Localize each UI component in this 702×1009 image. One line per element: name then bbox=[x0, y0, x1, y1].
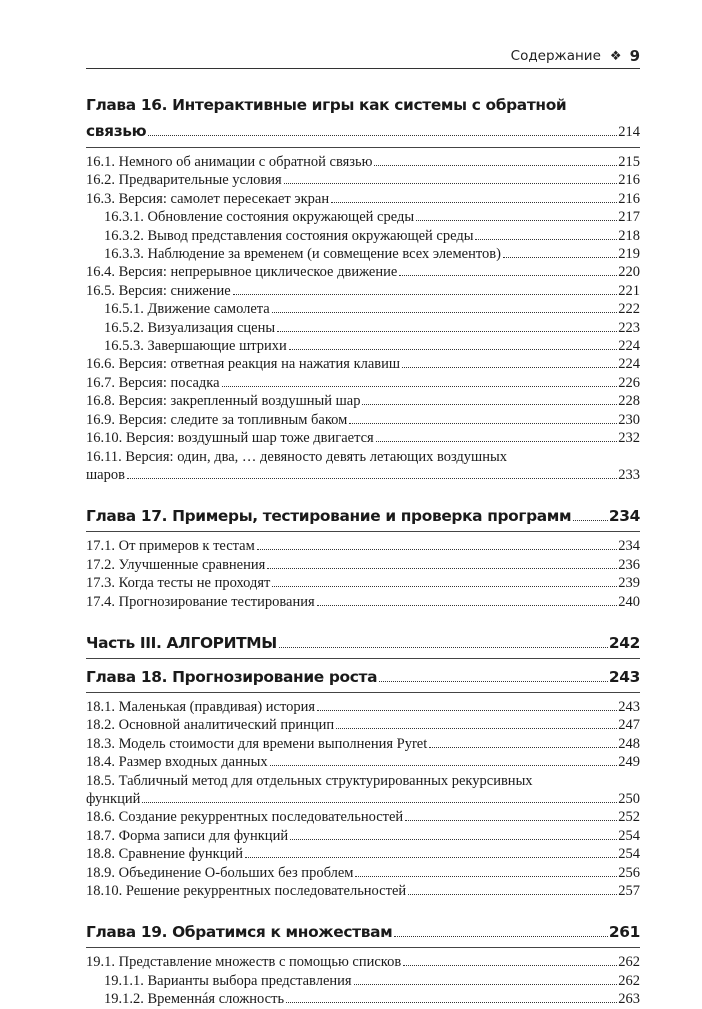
entry-title: 18.7. Форма записи для функций bbox=[86, 827, 289, 844]
chapter-18-heading[interactable] bbox=[86, 664, 640, 693]
header-page-number: 9 bbox=[629, 47, 640, 65]
toc-entry-16-5[interactable] bbox=[86, 282, 640, 300]
toc-entry-16-3[interactable] bbox=[86, 190, 640, 208]
entry-title: 16.3.2. Вывод представления состояния окружающей среды bbox=[104, 227, 474, 244]
toc-entry-16-5-2[interactable] bbox=[86, 319, 640, 337]
toc-entry-16-4[interactable] bbox=[86, 263, 640, 281]
dot-leader bbox=[573, 520, 608, 521]
entry-page: 232 bbox=[618, 430, 640, 447]
entry-title: 16.7. Версия: посадка bbox=[86, 374, 220, 391]
entry-page: 236 bbox=[618, 556, 640, 573]
dot-leader bbox=[399, 275, 617, 276]
entry-title: 19.1. Представление множеств с помощью списков bbox=[86, 954, 402, 971]
entry-page: 257 bbox=[618, 883, 640, 899]
chapter-page: 243 bbox=[608, 667, 640, 686]
toc-entry-16-6[interactable] bbox=[86, 355, 640, 373]
entry-title: 17.2. Улучшенные сравнения bbox=[86, 556, 266, 573]
entry-title: 16.5. Версия: снижение bbox=[86, 282, 231, 299]
dot-leader bbox=[503, 257, 617, 258]
entry-page: 262 bbox=[618, 972, 640, 989]
chapter-page: 261 bbox=[608, 923, 640, 942]
entry-page: 234 bbox=[618, 538, 640, 555]
entry-page: 239 bbox=[618, 575, 640, 592]
entry-page: 228 bbox=[618, 393, 640, 410]
chapter-title-line2: связью bbox=[86, 122, 147, 140]
entry-page: 220 bbox=[618, 264, 640, 281]
toc-entry-19-1[interactable] bbox=[86, 953, 640, 971]
dot-leader bbox=[475, 239, 617, 240]
entry-page: 219 bbox=[618, 246, 640, 263]
entry-title: 18.4. Размер входных данных bbox=[86, 754, 268, 771]
entry-title: 16.5.2. Визуализация сцены bbox=[104, 319, 276, 336]
entry-title: 16.5.1. Движение самолета bbox=[104, 301, 270, 318]
dot-leader bbox=[267, 568, 617, 569]
toc-entry-18-7[interactable] bbox=[86, 827, 640, 845]
toc-entry-16-2[interactable] bbox=[86, 171, 640, 189]
dot-leader bbox=[317, 605, 618, 606]
dot-leader bbox=[277, 331, 617, 332]
toc-entry-18-10[interactable] bbox=[86, 882, 640, 900]
entry-title: 16.9. Версия: следите за топливным баком bbox=[86, 411, 348, 428]
dot-leader bbox=[233, 294, 618, 295]
toc-entry-16-7[interactable] bbox=[86, 374, 640, 392]
entry-page: 233 bbox=[618, 466, 640, 483]
toc-entry-19-1-2[interactable] bbox=[86, 990, 640, 1008]
fleuron-icon: ❖ bbox=[609, 48, 622, 64]
entry-page: 216 bbox=[618, 190, 640, 207]
part-3-heading[interactable] bbox=[86, 630, 640, 659]
dot-leader bbox=[245, 857, 617, 858]
dot-leader bbox=[142, 802, 617, 803]
entry-page: 222 bbox=[618, 301, 640, 318]
toc-entry-18-6[interactable] bbox=[86, 808, 640, 826]
entry-title: 18.6. Создание рекуррентных последовательностей bbox=[86, 809, 404, 826]
toc-entry-16-11[interactable] bbox=[86, 448, 640, 485]
toc-entry-18-2[interactable] bbox=[86, 716, 640, 734]
entry-title: 16.4. Версия: непрерывное циклическое движение bbox=[86, 264, 398, 281]
toc-entry-18-8[interactable] bbox=[86, 845, 640, 863]
dot-leader bbox=[290, 839, 617, 840]
entry-page: 254 bbox=[618, 846, 640, 863]
toc-entry-16-3-3[interactable] bbox=[86, 245, 640, 263]
chapter-title: Глава 19. Обратимся к множествам bbox=[86, 923, 393, 942]
chapter-17-heading[interactable] bbox=[86, 503, 640, 532]
dot-leader bbox=[408, 894, 617, 895]
toc-entry-17-2[interactable] bbox=[86, 556, 640, 574]
entry-page: 262 bbox=[618, 954, 640, 971]
entry-page: 256 bbox=[618, 864, 640, 881]
toc-entry-16-3-2[interactable] bbox=[86, 227, 640, 245]
entry-title-line1: 18.5. Табличный метод для отдельных структурированных рекурсивных bbox=[86, 772, 533, 789]
toc-entry-17-3[interactable] bbox=[86, 574, 640, 592]
dot-leader bbox=[289, 349, 617, 350]
entry-title: 18.2. Основной аналитический принцип bbox=[86, 717, 335, 734]
chapter-title: Глава 17. Примеры, тестирование и проверка программ bbox=[86, 507, 572, 526]
entry-title: 19.1.2. Временнáя сложность bbox=[104, 991, 285, 1008]
entry-title: 18.1. Маленькая (правдивая) история bbox=[86, 698, 316, 715]
entry-page: 252 bbox=[618, 809, 640, 826]
dot-leader bbox=[394, 936, 608, 937]
dot-leader bbox=[336, 728, 617, 729]
table-of-contents bbox=[86, 92, 640, 1009]
entry-page: 221 bbox=[618, 282, 640, 299]
entry-title-line1: 16.11. Версия: один, два, … девяносто девять летающих воздушных bbox=[86, 448, 507, 465]
dot-leader bbox=[362, 404, 617, 405]
toc-entry-16-1[interactable] bbox=[86, 153, 640, 171]
entry-title: 17.3. Когда тесты не проходят bbox=[86, 575, 271, 592]
chapter-title-line1: Глава 16. Интерактивные игры как системы с обратной bbox=[86, 96, 567, 114]
part-page: 242 bbox=[608, 633, 640, 652]
entry-title: 16.3.3. Наблюдение за временем (и совмещение всех элементов) bbox=[104, 246, 501, 263]
entry-page: 250 bbox=[618, 790, 640, 807]
entry-title: 18.8. Сравнение функций bbox=[86, 846, 243, 863]
chapter-title: Глава 18. Прогнозирование роста bbox=[86, 667, 378, 686]
dot-leader bbox=[379, 681, 608, 682]
toc-entry-18-9[interactable] bbox=[86, 864, 640, 882]
dot-leader bbox=[317, 710, 617, 711]
entry-title: 17.1. От примеров к тестам bbox=[86, 538, 255, 555]
entry-page: 248 bbox=[618, 735, 640, 752]
entry-page: 215 bbox=[618, 154, 640, 170]
entry-title: 18.9. Объединение O-больших без проблем bbox=[86, 864, 354, 881]
entry-page: 224 bbox=[618, 356, 640, 373]
entry-title: 16.8. Версия: закрепленный воздушный шар bbox=[86, 393, 361, 410]
dot-leader bbox=[405, 820, 617, 821]
chapter-16-heading[interactable] bbox=[86, 92, 640, 148]
dot-leader bbox=[331, 202, 617, 203]
dot-leader bbox=[127, 478, 617, 479]
dot-leader bbox=[148, 135, 617, 136]
toc-entry-17-1[interactable] bbox=[86, 537, 640, 555]
entry-page: 218 bbox=[618, 227, 640, 244]
dot-leader bbox=[355, 876, 617, 877]
entry-page: 230 bbox=[618, 411, 640, 428]
toc-entry-16-8[interactable] bbox=[86, 392, 640, 410]
toc-entry-19-1-1[interactable] bbox=[86, 972, 640, 990]
entry-title: 19.1.1. Варианты выбора представления bbox=[104, 972, 352, 989]
dot-leader bbox=[272, 312, 618, 313]
dot-leader bbox=[272, 586, 617, 587]
dot-leader bbox=[416, 220, 617, 221]
dot-leader bbox=[374, 165, 617, 166]
dot-leader bbox=[429, 747, 617, 748]
chapter-page: 214 bbox=[618, 124, 640, 140]
entry-title: 18.3. Модель стоимости для времени выполнения Pyret bbox=[86, 735, 428, 752]
entry-page: 254 bbox=[618, 827, 640, 844]
entry-page: 223 bbox=[618, 319, 640, 336]
entry-page: 224 bbox=[618, 338, 640, 355]
entry-title: 18.10. Решение рекуррентных последовательностей bbox=[86, 883, 407, 899]
entry-page: 247 bbox=[618, 717, 640, 734]
dot-leader bbox=[279, 647, 608, 648]
toc-entry-16-3-1[interactable] bbox=[86, 208, 640, 226]
dot-leader bbox=[257, 549, 617, 550]
entry-page: 216 bbox=[618, 172, 640, 189]
toc-entry-16-9[interactable] bbox=[86, 411, 640, 429]
chapter-page: 234 bbox=[608, 507, 640, 526]
dot-leader bbox=[402, 367, 617, 368]
entry-page: 263 bbox=[618, 991, 640, 1008]
chapter-19-heading[interactable] bbox=[86, 919, 640, 948]
entry-title: 16.3. Версия: самолет пересекает экран bbox=[86, 190, 330, 207]
entry-title: 17.4. Прогнозирование тестирования bbox=[86, 593, 315, 610]
entry-title-line2: шаров bbox=[86, 466, 125, 483]
entry-page: 240 bbox=[618, 593, 640, 610]
dot-leader bbox=[376, 441, 618, 442]
toc-entry-18-3[interactable] bbox=[86, 735, 640, 753]
header-section-title: Содержание bbox=[510, 48, 601, 64]
entry-page: 217 bbox=[618, 209, 640, 226]
dot-leader bbox=[284, 183, 618, 184]
dot-leader bbox=[349, 423, 617, 424]
toc-entry-16-10[interactable] bbox=[86, 429, 640, 447]
dot-leader bbox=[354, 984, 618, 985]
toc-entry-18-4[interactable] bbox=[86, 753, 640, 771]
toc-entry-16-5-3[interactable] bbox=[86, 337, 640, 355]
entry-title: 16.6. Версия: ответная реакция на нажатия клавиш bbox=[86, 356, 401, 373]
dot-leader bbox=[403, 965, 617, 966]
entry-title: 16.1. Немного об анимации с обратной связью bbox=[86, 154, 373, 170]
entry-page: 243 bbox=[618, 698, 640, 715]
toc-entry-18-5[interactable] bbox=[86, 772, 640, 809]
toc-entry-16-5-1[interactable] bbox=[86, 300, 640, 318]
running-header bbox=[86, 45, 640, 67]
part-title: Часть III. АЛГОРИТМЫ bbox=[86, 633, 277, 652]
dot-leader bbox=[286, 1002, 617, 1003]
toc-entry-18-1[interactable] bbox=[86, 698, 640, 716]
entry-title: 16.10. Версия: воздушный шар тоже двигается bbox=[86, 430, 374, 447]
entry-title: 16.5.3. Завершающие штрихи bbox=[104, 338, 287, 355]
dot-leader bbox=[270, 765, 618, 766]
entry-page: 249 bbox=[618, 754, 640, 771]
entry-title-line2: функций bbox=[86, 790, 141, 807]
toc-entry-17-4[interactable] bbox=[86, 593, 640, 611]
entry-title: 16.2. Предварительные условия bbox=[86, 172, 282, 189]
entry-title: 16.3.1. Обновление состояния окружающей среды bbox=[104, 209, 415, 226]
header-rule bbox=[86, 68, 640, 69]
dot-leader bbox=[222, 386, 618, 387]
entry-page: 226 bbox=[618, 374, 640, 391]
